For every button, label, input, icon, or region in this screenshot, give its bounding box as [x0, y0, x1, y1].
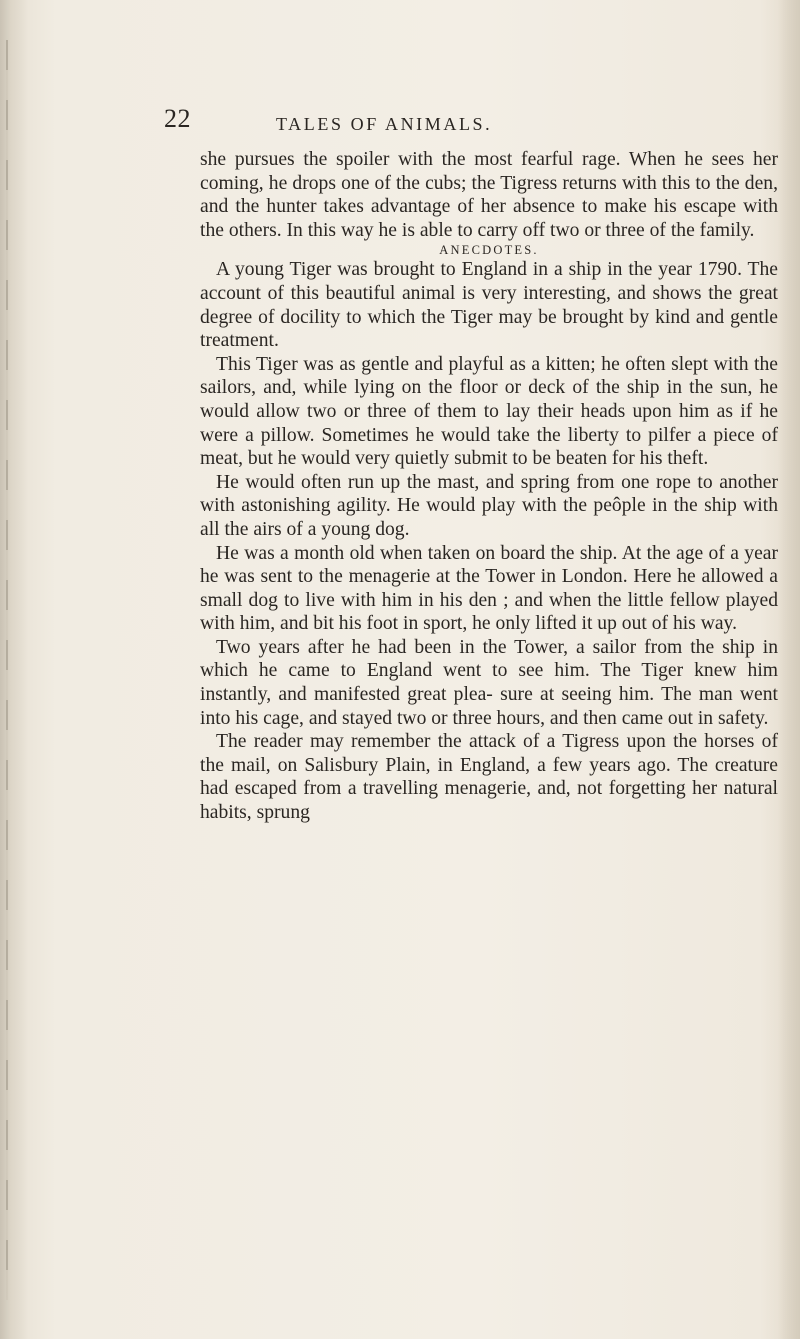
body-text	[200, 148, 778, 825]
paragraph-3: He would often run up the mast, and spring from one rope to another with astonishing agility. He would play with the peôple in the ship with all the airs of a young dog.	[200, 471, 778, 540]
running-header	[164, 104, 784, 144]
paragraph-6: The reader may remember the attack of a Tigress upon the horses of the mail, on Salisbury Plain, in England, a few years ago. The creature had escaped from a travelling menagerie, and, not forgetting her natural habits, sprung	[200, 731, 778, 824]
paragraph-2: This Tiger was as gentle and playful as a kitten; he often slept with the sailors, and, while lying on the floor or deck of the ship in the sun, he would allow two or three of them to lay their heads upon him as if he were a pillow. Sometimes he would take the liberty to pilfer a piece of meat, but he would very quietly submit to be beaten for his theft.	[200, 353, 778, 470]
page-gutter-shadow	[0, 0, 28, 1339]
paragraph-5: Two years after he had been in the Tower, a sailor from the ship in which he came to England went to see him. The Tiger knew him instantly, and manifested great plea- sure at seeing him. The man went into his cage, and stayed two or three hours, and then came out in safety.	[200, 636, 778, 729]
paragraph-4: He was a month old when taken on board the ship. At the age of a year he was sent to the menagerie at the Tower in London. Here he allowed a small dog to live with him in his den ; and when the little fellow played with him, and bit his foot in sport, he only lifted it up out of his way.	[200, 542, 778, 635]
section-heading: ANECDOTES.	[439, 243, 539, 258]
running-title: TALES OF ANIMALS.	[276, 114, 493, 134]
page-number: 22	[164, 104, 191, 133]
paragraph-1: A young Tiger was brought to England in a ship in the year 1790. The account of this beautiful animal is very interesting, and shows the great degree of docility to which the Tiger may be brought by kind and gentle treatment.	[200, 259, 778, 352]
page-edge-shadow	[778, 0, 800, 1339]
opening-paragraph: she pursues the spoiler with the most fearful rage. When he sees her coming, he drops one of the cubs; the Tigress returns with this to the den, and the hunter takes advantage of her absence to make his escape with the others. In this way he is able to carry off two or three of the family.	[200, 149, 778, 241]
